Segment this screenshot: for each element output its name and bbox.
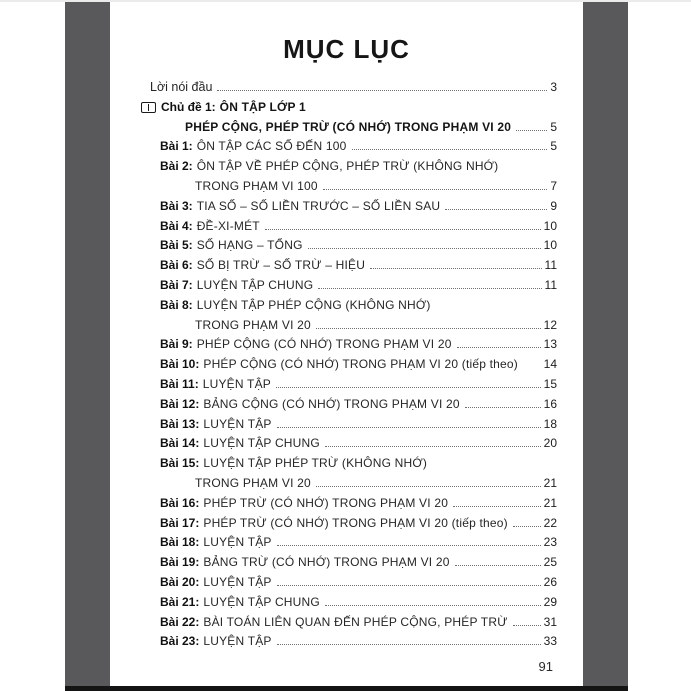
toc-row [110, 573, 583, 593]
dotted-leader [325, 446, 541, 447]
toc-row [110, 78, 583, 98]
dotted-leader [370, 268, 541, 269]
dotted-leader [277, 585, 541, 586]
toc-page-number: 3 [550, 80, 557, 94]
toc-row [110, 296, 583, 316]
toc-entry-label: TRONG PHẠM VI 100 [195, 178, 318, 193]
toc-entry-label: PHÉP TRỪ (CÓ NHỚ) TRONG PHẠM VI 20 [203, 495, 449, 510]
dotted-leader [513, 625, 541, 626]
dotted-leader [455, 565, 541, 566]
toc-page-number: 11 [544, 277, 557, 292]
toc-entry-prefix: Bài 17: [160, 515, 200, 530]
toc-entry-label: BẢNG TRỪ (CÓ NHỚ) TRONG PHẠM VI 20 [203, 555, 450, 570]
dotted-leader [217, 90, 547, 91]
dotted-leader [352, 149, 548, 150]
toc-row [110, 454, 583, 474]
toc-entry-label: BÀI TOÁN LIÊN QUAN ĐẾN PHÉP CỘNG, PHÉP TRỪ [203, 614, 508, 629]
toc-entry-label: LUYỆN TẬP CHUNG [203, 594, 320, 609]
toc-list [110, 78, 583, 652]
toc-page-number: 13 [543, 337, 557, 352]
dotted-leader [325, 605, 541, 606]
toc-entry-label: PHÉP CỘNG (CÓ NHỚ) TRONG PHẠM VI 20 [196, 337, 452, 352]
toc-entry-label: SỐ BỊ TRỪ – SỐ TRỪ – HIỆU [196, 258, 366, 273]
toc-row [110, 236, 583, 256]
toc-entry-prefix: Bài 16: [160, 495, 200, 510]
toc-page-number: 5 [550, 139, 557, 154]
toc-entry-label: ÔN TẬP CÁC SỐ ĐẾN 100 [196, 139, 347, 154]
toc-page-number: 21 [543, 495, 557, 510]
toc-entry-prefix: Bài 22: [160, 614, 200, 629]
toc-entry-prefix: Bài 15: [160, 456, 200, 471]
toc-entry-label: PHÉP CỘNG, PHÉP TRỪ (CÓ NHỚ) TRONG PHẠM VI 20 [185, 119, 512, 134]
toc-row [110, 355, 583, 375]
page-number: 91 [538, 659, 553, 675]
toc-row [110, 316, 583, 336]
toc-entry-label: SỐ HẠNG – TỔNG [196, 238, 303, 253]
dotted-leader [276, 387, 541, 388]
photo-right-background-strip [583, 2, 628, 686]
toc-row [110, 494, 583, 514]
toc-entry-prefix: Bài 1: [160, 139, 193, 154]
dotted-leader [277, 427, 541, 428]
toc-page-number: 26 [543, 574, 557, 589]
toc-row [110, 514, 583, 534]
toc-page-number: 9 [550, 198, 557, 213]
toc-entry-label: Lời nói đầu [150, 80, 213, 94]
dotted-leader [516, 130, 547, 131]
dotted-leader [457, 347, 541, 348]
toc-entry-prefix: Bài 10: [160, 357, 200, 372]
toc-row [110, 197, 583, 217]
toc-page-number: 18 [543, 416, 557, 431]
toc-row [110, 98, 583, 118]
toc-entry-prefix: Bài 20: [160, 574, 200, 589]
toc-page-number: 15 [543, 376, 557, 391]
toc-entry-label: LUYỆN TẬP PHÉP TRỪ (KHÔNG NHỚ) [203, 456, 428, 471]
toc-entry-prefix: Bài 11: [160, 376, 199, 391]
book-page-photo [65, 2, 628, 691]
toc-page-number: 10 [543, 238, 557, 253]
toc-entry-label: TRONG PHẠM VI 20 [195, 317, 311, 332]
toc-row [110, 157, 583, 177]
toc-row [110, 434, 583, 454]
toc-row [110, 137, 583, 157]
toc-page-number: 12 [543, 317, 557, 332]
toc-entry-prefix: Bài 4: [160, 218, 193, 233]
dotted-leader [453, 506, 541, 507]
toc-page [110, 2, 583, 686]
toc-entry-label: TIA SỐ – SỐ LIỀN TRƯỚC – SỐ LIỀN SAU [196, 198, 441, 213]
toc-row [110, 118, 583, 138]
toc-page-number: 29 [543, 594, 557, 609]
toc-entry-label: LUYỆN TẬP [203, 416, 272, 431]
toc-entry-label: PHÉP CỘNG (CÓ NHỚ) TRONG PHẠM VI 20 (tiếp theo) [203, 357, 519, 372]
toc-entry-label: BẢNG CỘNG (CÓ NHỚ) TRONG PHẠM VI 20 [203, 396, 460, 411]
toc-entry-label: ÔN TẬP LỚP 1 [219, 99, 306, 114]
toc-entry-prefix: Bài 8: [160, 297, 193, 312]
toc-entry-label: LUYỆN TẬP CHUNG [203, 436, 320, 451]
toc-page-number: 5 [550, 119, 557, 134]
toc-row [110, 276, 583, 296]
toc-entry-label: PHÉP TRỪ (CÓ NHỚ) TRONG PHẠM VI 20 (tiếp theo) [203, 515, 508, 530]
toc-entry-prefix: Bài 3: [160, 198, 193, 213]
toc-entry-label: TRONG PHẠM VI 20 [195, 475, 311, 490]
dotted-leader [513, 526, 541, 527]
toc-page-number: 25 [543, 555, 557, 570]
toc-page-number: 22 [543, 515, 557, 530]
toc-entry-label: LUYỆN TẬP [203, 574, 272, 589]
toc-row [110, 474, 583, 494]
toc-row [110, 375, 583, 395]
photo-left-background-strip [65, 2, 110, 686]
toc-entry-prefix: Bài 2: [160, 159, 193, 174]
dotted-leader [316, 486, 541, 487]
dotted-leader [318, 288, 541, 289]
toc-row [110, 256, 583, 276]
toc-row [110, 217, 583, 237]
toc-entry-prefix: Bài 19: [160, 555, 200, 570]
toc-entry-prefix: Bài 14: [160, 436, 200, 451]
dotted-leader [445, 209, 547, 210]
dotted-leader [308, 248, 541, 249]
dotted-leader [465, 407, 541, 408]
toc-page-number: 16 [543, 396, 557, 411]
toc-entry-prefix: Bài 5: [160, 238, 193, 253]
toc-entry-prefix: Bài 13: [160, 416, 200, 431]
toc-entry-label: ĐỀ-XI-MÉT [196, 218, 260, 233]
toc-entry-label: LUYỆN TẬP [203, 634, 272, 649]
toc-row [110, 415, 583, 435]
toc-entry-prefix: Bài 7: [160, 277, 193, 292]
toc-entry-prefix: Bài 6: [160, 258, 193, 273]
dotted-leader [277, 545, 541, 546]
dotted-leader [316, 328, 541, 329]
dotted-leader [323, 189, 548, 190]
toc-page-number: 14 [543, 357, 557, 372]
toc-entry-prefix: Bài 18: [160, 535, 200, 550]
toc-entry-prefix: Bài 21: [160, 594, 200, 609]
toc-page-number: 23 [543, 535, 557, 550]
toc-row [110, 395, 583, 415]
toc-page-number: 33 [543, 634, 557, 649]
toc-entry-label: LUYỆN TẬP [202, 376, 271, 391]
toc-entry-prefix: Bài 23: [160, 634, 200, 649]
toc-row [110, 335, 583, 355]
toc-row [110, 533, 583, 553]
toc-row [110, 177, 583, 197]
toc-entry-label: LUYỆN TẬP CHUNG [196, 277, 314, 292]
toc-entry-label: ÔN TẬP VỀ PHÉP CỘNG, PHÉP TRỪ (KHÔNG NHỚ) [196, 159, 499, 174]
toc-page-number: 11 [544, 258, 557, 273]
dotted-leader [265, 229, 541, 230]
toc-entry-label: LUYỆN TẬP [203, 535, 272, 550]
book-icon [141, 102, 156, 113]
toc-page-number: 20 [543, 436, 557, 451]
toc-page-number: 31 [543, 614, 557, 629]
toc-entry-prefix: Bài 12: [160, 396, 200, 411]
toc-row [110, 553, 583, 573]
toc-entry-prefix: Chủ đề 1: [161, 99, 216, 114]
toc-entry-label: LUYỆN TẬP PHÉP CỘNG (KHÔNG NHỚ) [196, 297, 431, 312]
toc-row [110, 593, 583, 613]
toc-row [110, 632, 583, 652]
toc-row [110, 613, 583, 633]
page-title: MỤC LỤC [283, 34, 410, 64]
toc-page-number: 21 [543, 475, 557, 490]
toc-entry-prefix: Bài 9: [160, 337, 193, 352]
photo-bottom-edge [65, 686, 628, 691]
toc-page-number: 7 [550, 178, 557, 193]
dotted-leader [277, 644, 541, 645]
toc-page-number: 10 [543, 218, 557, 233]
